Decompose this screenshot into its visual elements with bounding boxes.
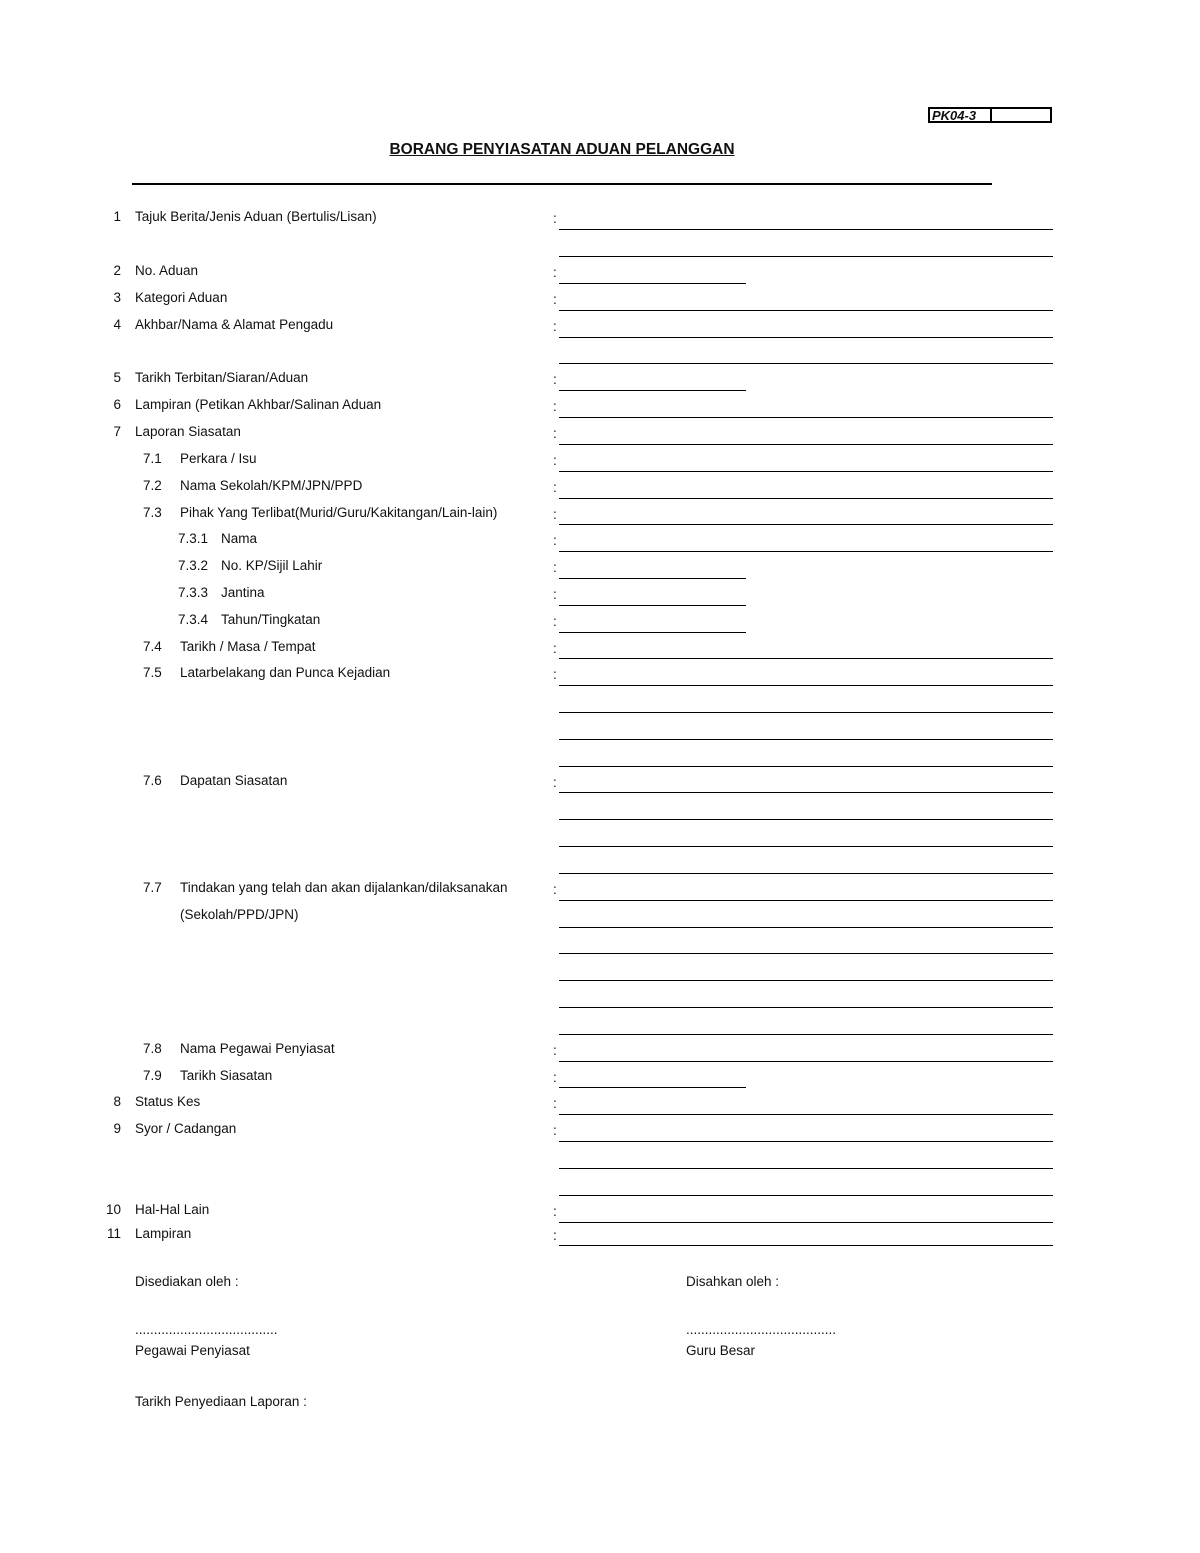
field-label-11: Lampiran (135, 1226, 192, 1241)
field-label-7-3: Pihak Yang Terlibat(Murid/Guru/Kakitangan/Lain-lain) (180, 505, 498, 520)
field-colon-7-9: : (553, 1070, 557, 1085)
approved-by-label: Disahkan oleh : (686, 1274, 780, 1289)
field-colon-7-5: : (553, 667, 557, 682)
answer-line-1-1[interactable] (559, 229, 1053, 230)
field-colon-7-6: : (553, 775, 557, 790)
answer-line-7-7-4[interactable] (559, 980, 1053, 981)
field-colon-9: : (553, 1123, 557, 1138)
field-label-8: Status Kes (135, 1094, 201, 1109)
field-label-7-3-2: No. KP/Sijil Lahir (221, 558, 323, 573)
answer-line-7-1-1[interactable] (559, 471, 1053, 472)
answer-line-7-8-1[interactable] (559, 1061, 1053, 1062)
answer-line-7-5-4[interactable] (559, 766, 1053, 767)
field-number-7-3-1: 7.3.1 (178, 531, 209, 546)
answer-line-7-7-6[interactable] (559, 1034, 1053, 1035)
answer-line-7-6-3[interactable] (559, 846, 1053, 847)
field-label-7-4: Tarikh / Masa / Tempat (180, 639, 316, 654)
field-label-7-9: Tarikh Siasatan (180, 1068, 273, 1083)
answer-line-7-7-3[interactable] (559, 953, 1053, 954)
field-number-4: 4 (113, 317, 121, 332)
field-colon-7-8: : (553, 1043, 557, 1058)
field-number-7-6: 7.6 (143, 773, 162, 788)
report-date-label: Tarikh Penyediaan Laporan : (135, 1394, 307, 1409)
answer-line-7-4-1[interactable] (559, 658, 1053, 659)
approved-role: Guru Besar (686, 1343, 756, 1358)
field-label-4: Akhbar/Nama & Alamat Pengadu (135, 317, 334, 332)
field-number-9: 9 (113, 1121, 121, 1136)
field-number-7-9: 7.9 (143, 1068, 162, 1083)
field-label-7-3-4: Tahun/Tingkatan (221, 612, 321, 627)
answer-line-9-2[interactable] (559, 1168, 1053, 1169)
field-label-7-1: Perkara / Isu (180, 451, 257, 466)
field-colon-6: : (553, 399, 557, 414)
answer-line-7-9-1[interactable] (559, 1087, 746, 1088)
field-label-5: Tarikh Terbitan/Siaran/Aduan (135, 370, 309, 385)
answer-line-7-6-4[interactable] (559, 873, 1053, 874)
field-number-7-1: 7.1 (143, 451, 162, 466)
field-number-7-3-3: 7.3.3 (178, 585, 209, 600)
answer-line-4-2[interactable] (559, 363, 1053, 364)
field-colon-7-7: : (553, 882, 557, 897)
answer-line-10-1[interactable] (559, 1222, 1053, 1223)
field-number-10: 10 (105, 1202, 121, 1217)
field-label-7: Laporan Siasatan (135, 424, 241, 439)
field-number-7-3-2: 7.3.2 (178, 558, 209, 573)
field-label-7-5: Latarbelakang dan Punca Kejadian (180, 665, 391, 680)
field-label-6: Lampiran (Petikan Akhbar/Salinan Aduan (135, 397, 382, 412)
field-colon-3: : (553, 292, 557, 307)
field-colon-5: : (553, 372, 557, 387)
answer-line-7-3-4-1[interactable] (559, 632, 746, 633)
field-colon-7-3-4: : (553, 614, 557, 629)
approved-signature-line: ........................................ (686, 1322, 837, 1337)
answer-line-7-7-5[interactable] (559, 1007, 1053, 1008)
field-colon-1: : (553, 211, 557, 226)
field-label-2: No. Aduan (135, 263, 199, 278)
form-title: BORANG PENYIASATAN ADUAN PELANGGAN (389, 141, 735, 158)
field-colon-10: : (553, 1204, 557, 1219)
answer-line-4-1[interactable] (559, 337, 1053, 338)
answer-line-5-1[interactable] (559, 390, 746, 391)
answer-line-7-3-1[interactable] (559, 524, 1053, 525)
answer-line-2-1[interactable] (559, 283, 746, 284)
answer-line-7-3-2-1[interactable] (559, 578, 746, 579)
title-rule (132, 183, 992, 185)
field-colon-7-3-1: : (553, 533, 557, 548)
answer-line-3-1[interactable] (559, 310, 1053, 311)
field-label-7-7-cont: (Sekolah/PPD/JPN) (180, 907, 299, 922)
field-label-10: Hal-Hal Lain (135, 1202, 210, 1217)
answer-line-7-7-2[interactable] (559, 927, 1053, 928)
field-colon-7-2: : (553, 480, 557, 495)
form-code: PK04-3 (932, 108, 977, 123)
field-number-6: 6 (113, 397, 121, 412)
field-number-7-2: 7.2 (143, 478, 162, 493)
field-colon-7-3-3: : (553, 587, 557, 602)
field-label-7-7: Tindakan yang telah dan akan dijalankan/dilaksanakan (180, 880, 508, 895)
field-label-7-2: Nama Sekolah/KPM/JPN/PPD (180, 478, 363, 493)
field-number-8: 8 (113, 1094, 121, 1109)
field-number-7-4: 7.4 (143, 639, 162, 654)
field-colon-4: : (553, 319, 557, 334)
answer-line-7-6-1[interactable] (559, 792, 1053, 793)
field-number-7-3: 7.3 (143, 505, 162, 520)
field-colon-7-1: : (553, 453, 557, 468)
field-colon-7-3-2: : (553, 560, 557, 575)
field-colon-11: : (553, 1228, 557, 1243)
field-colon-2: : (553, 265, 557, 280)
answer-line-7-6-2[interactable] (559, 819, 1053, 820)
field-number-7-8: 7.8 (143, 1041, 162, 1056)
field-label-1: Tajuk Berita/Jenis Aduan (Bertulis/Lisan) (135, 209, 377, 224)
answer-line-7-3-1-1[interactable] (559, 551, 1053, 552)
field-label-7-3-3: Jantina (221, 585, 265, 600)
answer-line-7-2-1[interactable] (559, 498, 1053, 499)
field-number-7-7: 7.7 (143, 880, 162, 895)
answer-line-9-3[interactable] (559, 1195, 1053, 1196)
field-number-11: 11 (106, 1226, 121, 1241)
field-colon-8: : (553, 1096, 557, 1111)
form-code-divider (990, 109, 992, 121)
prepared-signature-line: ...................................... (135, 1322, 278, 1337)
field-colon-7-3: : (553, 507, 557, 522)
field-colon-7: : (553, 426, 557, 441)
field-label-9: Syor / Cadangan (135, 1121, 237, 1136)
field-number-2: 2 (113, 263, 121, 278)
answer-line-8-1[interactable] (559, 1114, 1053, 1115)
answer-line-7-7-1[interactable] (559, 900, 1053, 901)
field-number-7-5: 7.5 (143, 665, 162, 680)
answer-line-7-1[interactable] (559, 444, 1053, 445)
answer-line-7-5-1[interactable] (559, 685, 1053, 686)
answer-line-7-3-3-1[interactable] (559, 605, 746, 606)
form-code-box (928, 107, 1052, 123)
field-label-7-3-1: Nama (221, 531, 258, 546)
field-number-7: 7 (113, 424, 121, 439)
field-colon-7-4: : (553, 641, 557, 656)
field-number-7-3-4: 7.3.4 (178, 612, 209, 627)
answer-line-6-1[interactable] (559, 417, 1053, 418)
field-label-7-6: Dapatan Siasatan (180, 773, 288, 788)
field-number-3: 3 (113, 290, 121, 305)
field-label-3: Kategori Aduan (135, 290, 228, 305)
answer-line-1-2[interactable] (559, 256, 1053, 257)
answer-line-7-5-2[interactable] (559, 712, 1053, 713)
field-number-5: 5 (113, 370, 121, 385)
answer-line-11-1[interactable] (559, 1245, 1053, 1246)
field-label-7-8: Nama Pegawai Penyiasat (180, 1041, 335, 1056)
prepared-by-label: Disediakan oleh : (135, 1274, 239, 1289)
answer-line-9-1[interactable] (559, 1141, 1053, 1142)
answer-line-7-5-3[interactable] (559, 739, 1053, 740)
field-number-1: 1 (113, 209, 121, 224)
prepared-role: Pegawai Penyiasat (135, 1343, 250, 1358)
